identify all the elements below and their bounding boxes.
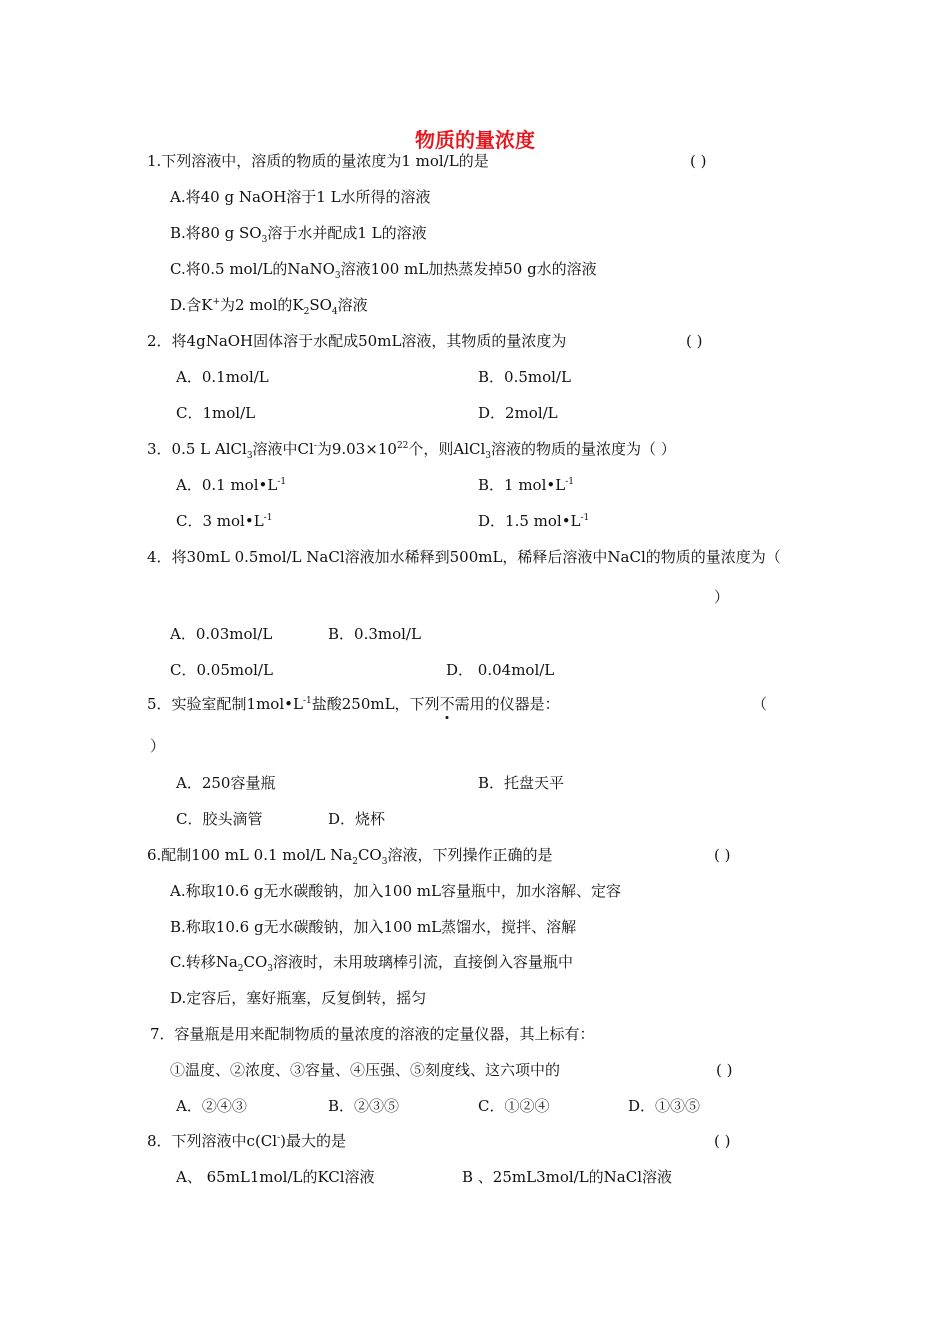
q7-option-d: D．①③⑤ [628,1097,701,1115]
q8-option-a: A、 65mL1mol/L的KCl溶液 [176,1168,375,1186]
q8-option-b: B 、25mL3mol/L的NaCl溶液 [462,1168,673,1186]
q7-answer-paren: ( ) [716,1061,733,1079]
q6-stem: 6.配制100 mL 0.1 mol/L $Na_2CO_3$溶液，下列操作正确的是 [147,846,553,867]
q2-option-d: D．2mol/L [478,404,558,422]
q1-option-c: C.将0.5 mol/L的NaNO$_3$溶液100 mL加热蒸发掉50 g水的溶液 [170,260,597,281]
q5-option-d: D．烧杯 [328,810,386,828]
q1-option-b: B.将80 g $SO_3$溶于水并配成1 L的溶液 [170,224,427,245]
q2-option-a: A．0.1mol/L [176,368,269,386]
q6-option-b: B.称取10.6 g无水碳酸钠，加入100 mL蒸馏水，搅拌、溶解 [170,918,577,936]
q7-option-a: A．②④③ [176,1097,247,1115]
q5-option-c: C．胶头滴管 [176,810,263,828]
q4-stem: 4．将30mL 0.5mol/L NaCl溶液加水稀释到500mL，稀释后溶液中NaCl的物质的量浓度为（ [147,548,781,566]
q5-stem: 5．实验室配制$1mol•L^{-1}$盐酸250mL，下列不需用的仪器是： [147,695,560,713]
emphasis-dot: 不 [439,695,455,713]
q6-answer-paren: ( ) [714,846,731,864]
q1-option-a: A.将40 g NaOH溶于1 L水所得的溶液 [170,188,431,206]
q7-stem-line2: ①温度、②浓度、③容量、④压强、⑤刻度线、这六项中的 [170,1061,561,1079]
q6-option-a: A.称取10.6 g无水碳酸钠，加入100 mL容量瓶中，加水溶解、定容 [170,882,621,900]
q2-option-c: C．1mol/L [176,404,256,422]
q5-option-a: A．250容量瓶 [176,774,276,792]
q8-answer-paren: ( ) [714,1132,731,1150]
q2-stem: 2．将4gNaOH固体溶于水配成50mL溶液，其物质的量浓度为 [147,332,567,350]
page-title: 物质的量浓度 [415,128,535,152]
q4-option-a: A．0.03mol/L [170,625,273,643]
q7-option-c: C．①②④ [478,1097,550,1115]
q5-option-b: B．托盘天平 [478,774,565,792]
q7-stem: 7．容量瓶是用来配制物质的量浓度的溶液的定量仪器，其上标有： [150,1025,595,1043]
q6-option-d: D.定容后，塞好瓶塞，反复倒转，摇匀 [170,989,427,1007]
q3-option-a: A．0.1 $mol•L^{-1}$ [176,476,287,494]
q2-option-b: B．0.5mol/L [478,368,571,386]
q3-option-b: B．1 $mol•L^{-1}$ [478,476,574,494]
q7-option-b: B．②③⑤ [328,1097,400,1115]
q1-stem: 1.下列溶液中，溶质的物质的量浓度为1 mol/L的是 [147,152,489,170]
q5-answer-paren-open: （ [752,695,768,713]
q4-option-d: D． 0.04mol/L [446,661,555,679]
q8-stem: 8．下列溶液中c(Cl-)最大的是 [147,1132,346,1150]
q4-answer-paren-close: ） [714,588,730,606]
q1-answer-paren: ( ) [690,152,707,170]
q5-answer-paren-close: ） [150,737,166,755]
q4-option-b: B．0.3mol/L [328,625,421,643]
q3-stem: 3．0.5 L AlCl$_3$溶液中Cl-为$9.03\times 10^{22}$个，则AlCl$_3$溶液的物质的量浓度为（ ） [147,440,676,461]
q4-option-c: C．0.05mol/L [170,661,273,679]
q3-option-d: D．1.5 $mol•L^{-1}$ [478,512,590,530]
q3-option-c: C．3 $mol•L^{-1}$ [176,512,273,530]
q6-option-c: C.转移$Na_2CO_3$溶液时，未用玻璃棒引流，直接倒入容量瓶中 [170,953,574,974]
q2-answer-paren: ( ) [686,332,703,350]
q1-option-d: D.含K+为2 mol的$K_2SO_4$溶液 [170,296,368,317]
